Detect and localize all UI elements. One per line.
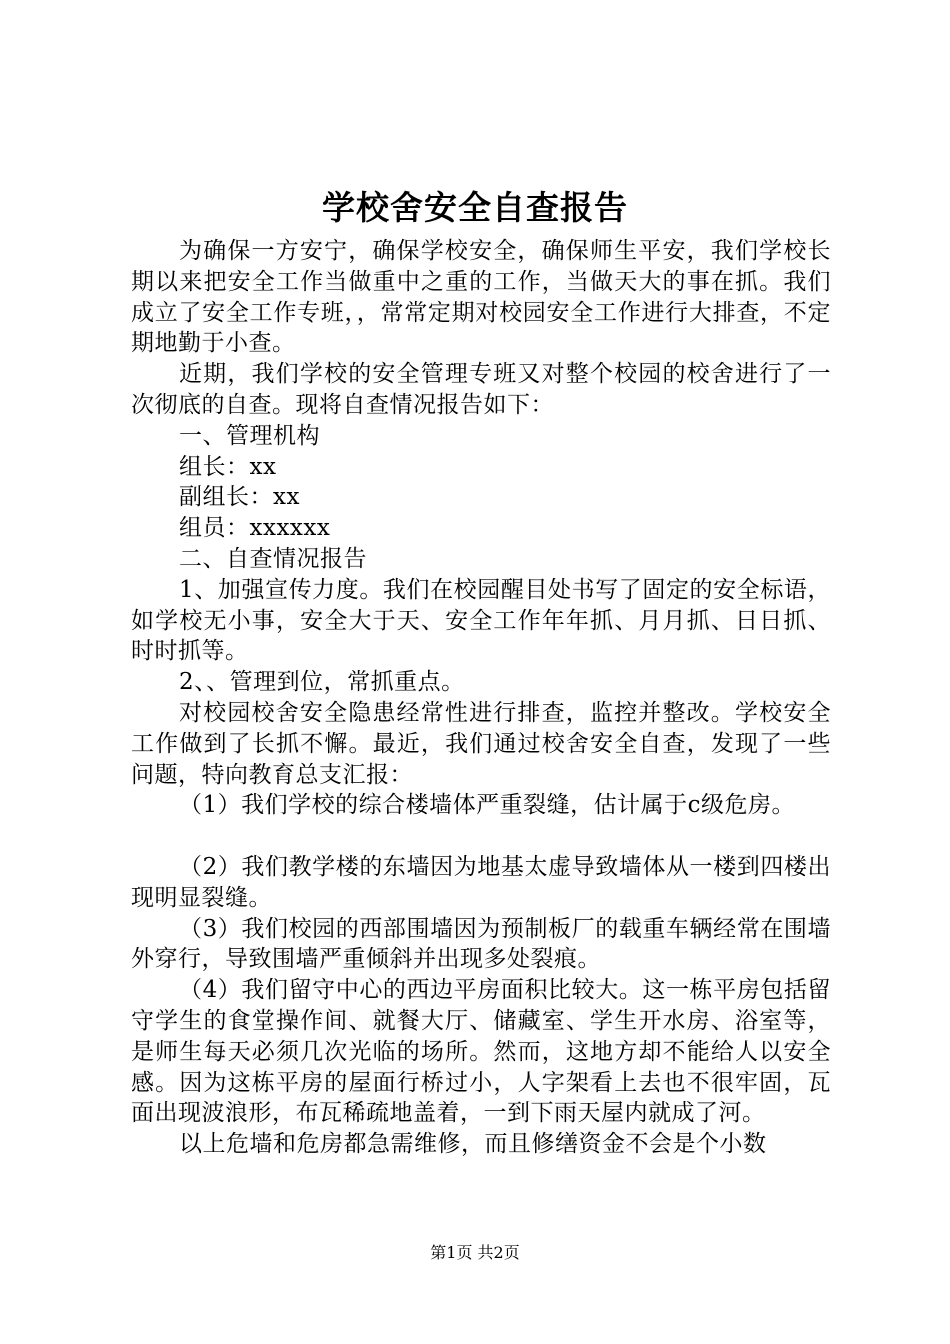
team-leader: 组长：xx [179, 453, 277, 480]
paragraph-item-2: 2、、管理到位，常抓重点。 [179, 669, 465, 696]
document-body [131, 236, 831, 1160]
paragraph-inspection: 对校园校舍安全隐患经常性进行排查，监控并整改。学校安全工作做到了长抓不懈。最近，我们通过校舍安全自查，发现了一些问题，特向教育总支汇报： [131, 699, 831, 788]
section-heading-organization: 一、管理机构 [179, 422, 320, 449]
paragraph-issue-2: （2）我们教学楼的东墙因为地基太虚导致墙体从一楼到四楼出现明显裂缝。 [131, 853, 831, 911]
paragraph-recent-check: 近期，我们学校的安全管理专班又对整个校园的校舍进行了一次彻底的自查。现将自查情况报告如下： [131, 361, 831, 418]
paragraph-issue-4: （4）我们留守中心的西边平房面积比较大。这一栋平房包括留守学生的食堂操作间、就餐大厅、储藏室、学生开水房、浴室等，是师生每天必须几次光临的场所。然而，这地方却不能给人以安全感。因为这栋平房的屋面行桥过小，人字架看上去也不很牢固，瓦面出现波浪形，布瓦稀疏地盖着，一到下雨天屋内就成了河。 [131, 977, 831, 1127]
paragraph-issue-1: （1）我们学校的综合楼墙体严重裂缝，估计属于c级危房。 [179, 792, 796, 819]
paragraph-item-1: 1、加强宣传力度。我们在校园醒目处书写了固定的安全标语，如学校无小事，安全大于天、安全工作年年抓、月月抓、日日抓、时时抓等。 [131, 576, 831, 665]
deputy-team-leader: 副组长：xx [179, 484, 300, 511]
document-title: 学校舍安全自查报告 [322, 188, 628, 227]
page-number: 第1页 共2页 [430, 1243, 520, 1262]
team-members: 组员：xxxxxx [179, 515, 331, 542]
blank-line [131, 821, 831, 852]
paragraph-conclusion: 以上危墙和危房都急需维修，而且修缮资金不会是个小数 [179, 1131, 767, 1158]
section-heading-report: 二、自查情况报告 [179, 545, 367, 572]
paragraph-issue-3: （3）我们校园的西部围墙因为预制板厂的载重车辆经常在围墙外穿行，导致围墙严重倾斜并出现多处裂痕。 [131, 915, 831, 973]
paragraph-intro: 为确保一方安宁，确保学校安全，确保师生平安，我们学校长期以来把安全工作当做重中之重的工作，当做天大的事在抓。我们成立了安全工作专班，，常常定期对校园安全工作进行大排查，不定期地勤于小查。 [131, 238, 831, 357]
